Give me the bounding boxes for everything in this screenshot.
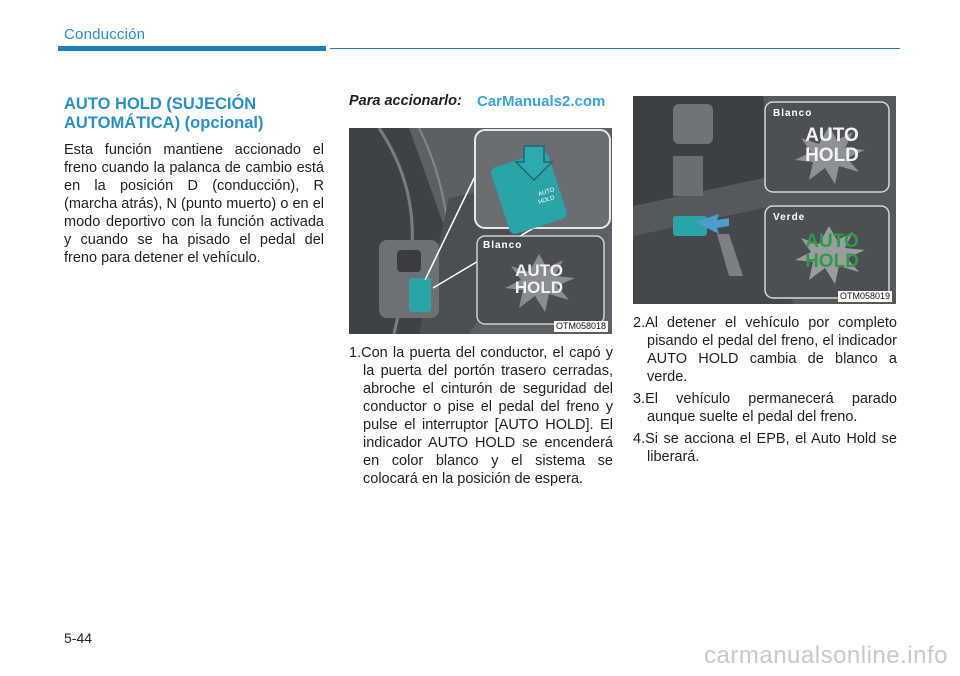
- svg-text:AUTO: AUTO: [537, 187, 556, 198]
- middle-column: [349, 92, 613, 492]
- figure-code: OTM058018: [555, 321, 606, 331]
- svg-text:HOLD: HOLD: [537, 195, 556, 206]
- indicator-line-auto: AUTO: [805, 125, 859, 146]
- subheading: Para accionarlo:: [349, 93, 462, 109]
- figure-code: OTM058019: [839, 291, 890, 301]
- footer-watermark: carmanualsonline.info: [704, 642, 948, 669]
- panel-label-white: Blanco: [483, 240, 523, 251]
- figure-dashboard: [633, 96, 896, 304]
- watermark-text: CarManuals2.com: [477, 93, 606, 110]
- steps-list-2: [633, 314, 897, 466]
- right-column: [633, 92, 897, 470]
- section-title: Conducción: [64, 26, 146, 43]
- steps-list-1: [349, 344, 613, 488]
- indicator-line-auto: AUTO: [805, 231, 859, 252]
- header-rule-thin: [330, 48, 900, 49]
- intro-paragraph: Esta función mantiene accionado el freno cuando la palanca de cambio está en la posición D (conducción), R (marcha atrás), N (punto muerto) o en el modo deportivo con la función activada y cuando se ha pisado el pedal del freno para detener el vehículo.: [64, 142, 324, 266]
- step-item: 3.El vehículo permanecerá parado aunque suelte el pedal del freno.: [633, 391, 897, 425]
- auto-hold-indicator-white: [797, 126, 867, 166]
- step-item: 1.Con la puerta del conductor, el capó y la puerta del portón trasero cerradas, abroche el cinturón de seguridad del conductor o pise el pedal del freno y pulse el interruptor [AUTO HOLD]. El indicador AUTO HOLD se encenderá en color blanco y el sistema se colocará en la posición de espera.: [349, 345, 613, 487]
- panel-label-white: Blanco: [773, 108, 813, 119]
- step-item: 2.Al detener el vehículo por completo pisando el pedal del freno, el indicador AUTO HOLD cambia de blanco a verde.: [633, 315, 897, 385]
- figure-console: [349, 128, 612, 334]
- indicator-line-hold: HOLD: [805, 145, 859, 166]
- console-illustration: [349, 128, 612, 334]
- auto-hold-indicator-white: AUTO HOLD: [514, 261, 564, 297]
- page-number: 5-44: [64, 630, 93, 646]
- section-heading: AUTO HOLD (SUJECIÓN AUTOMÁTICA) (opcional): [64, 95, 264, 132]
- indicator-line-hold: HOLD: [805, 251, 859, 272]
- header-rule-thick: [58, 46, 326, 51]
- left-column: [64, 95, 324, 267]
- step-item: 4.Si se acciona el EPB, el Auto Hold se liberará.: [633, 431, 897, 465]
- panel-label-green: Verde: [773, 212, 806, 223]
- auto-hold-indicator-green: [797, 232, 867, 272]
